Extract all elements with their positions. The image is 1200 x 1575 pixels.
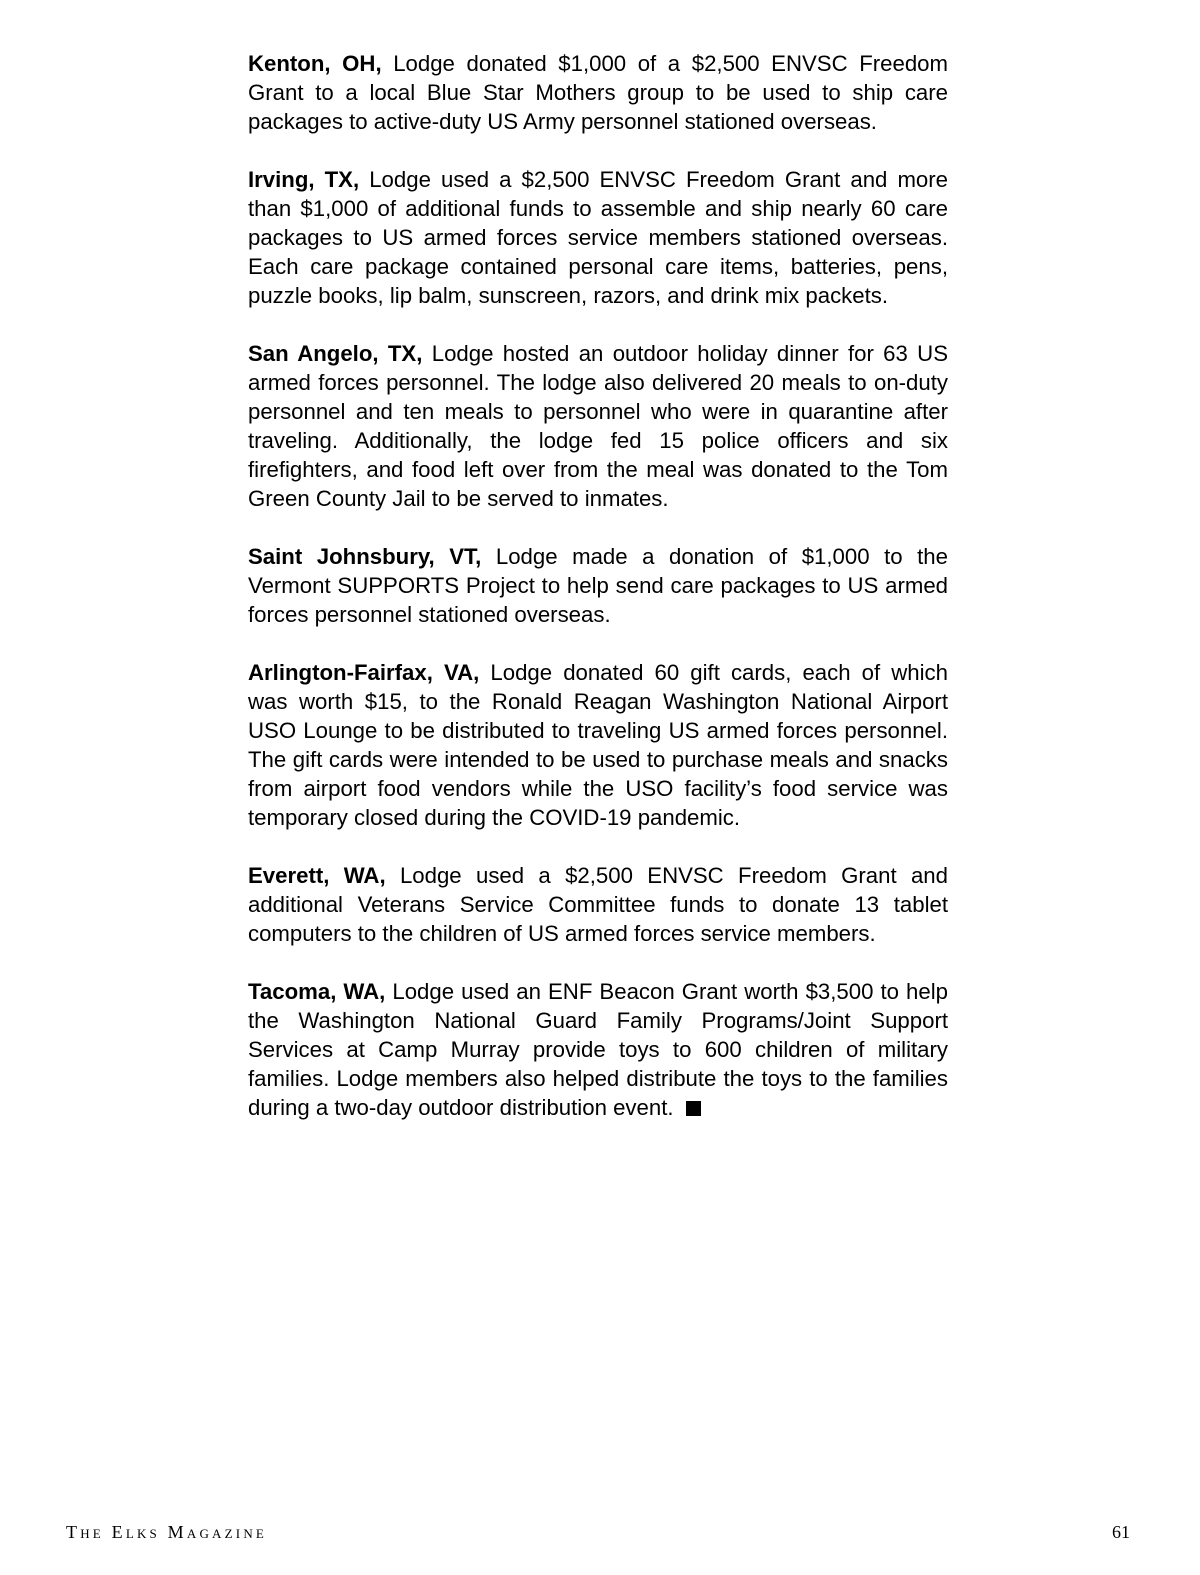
lodge-description: Lodge hosted an outdoor holiday dinner for 63 US armed forces personnel. The lodge also delivered 20 meals to on-duty personnel and ten meals to personnel who were in quarantine after traveling. Additionally, the lodge fed 15 police officers and six firefighters, and food left over from the meal was donated to the Tom Green County Jail to be served to inmates. xyxy=(248,341,948,511)
lodge-entry-saint-johnsbury xyxy=(248,542,948,629)
article-body xyxy=(248,49,948,1151)
lodge-entry-san-angelo xyxy=(248,339,948,513)
lodge-entry-tacoma xyxy=(248,977,948,1122)
lodge-entry-irving xyxy=(248,165,948,310)
lodge-location: Everett, WA, xyxy=(248,863,386,888)
page-number: 61 xyxy=(1112,1522,1130,1542)
lodge-description: Lodge made a donation of $1,000 to the Vermont SUPPORTS Project to help send care packages to US armed forces personnel stationed overseas. xyxy=(248,544,948,627)
end-of-article-square-icon xyxy=(686,1101,701,1116)
lodge-description: Lodge used a $2,500 ENVSC Freedom Grant and additional Veterans Service Committee funds to donate 13 tablet computers to the children of US armed forces service members. xyxy=(248,863,948,946)
lodge-location: Saint Johnsbury, VT, xyxy=(248,544,482,569)
lodge-location: Kenton, OH, xyxy=(248,51,382,76)
lodge-entry-everett xyxy=(248,861,948,948)
lodge-description: Lodge used an ENF Beacon Grant worth $3,500 to help the Washington National Guard Family Programs/Joint Support Services at Camp Murray provide toys to 600 children of military families. Lodge members also helped distribute the toys to the families during a two-day outdoor distribution event. xyxy=(248,979,948,1120)
lodge-location: San Angelo, TX, xyxy=(248,341,423,366)
lodge-description: Lodge donated 60 gift cards, each of which was worth $15, to the Ronald Reagan Washington National Airport USO Lounge to be distributed to traveling US armed forces personnel. The gift cards were intended to be used to purchase meals and snacks from airport food vendors while the USO facility’s food service was temporary closed during the COVID-19 pandemic. xyxy=(248,660,948,830)
magazine-name-footer: The Elks Magazine xyxy=(66,1522,268,1542)
lodge-description: Lodge used a $2,500 ENVSC Freedom Grant and more than $1,000 of additional funds to assemble and ship nearly 60 care packages to US armed forces service members stationed overseas. Each care package contained personal care items, batteries, pens, puzzle books, lip balm, sunscreen, razors, and drink mix packets. xyxy=(248,167,948,308)
lodge-location: Irving, TX, xyxy=(248,167,360,192)
lodge-location: Tacoma, WA, xyxy=(248,979,386,1004)
lodge-description: Lodge donated $1,000 of a $2,500 ENVSC Freedom Grant to a local Blue Star Mothers group to be used to ship care packages to active-duty US Army personnel stationed overseas. xyxy=(248,51,948,134)
lodge-entry-kenton xyxy=(248,49,948,136)
lodge-location: Arlington-Fairfax, VA, xyxy=(248,660,480,685)
lodge-entry-arlington-fairfax xyxy=(248,658,948,832)
